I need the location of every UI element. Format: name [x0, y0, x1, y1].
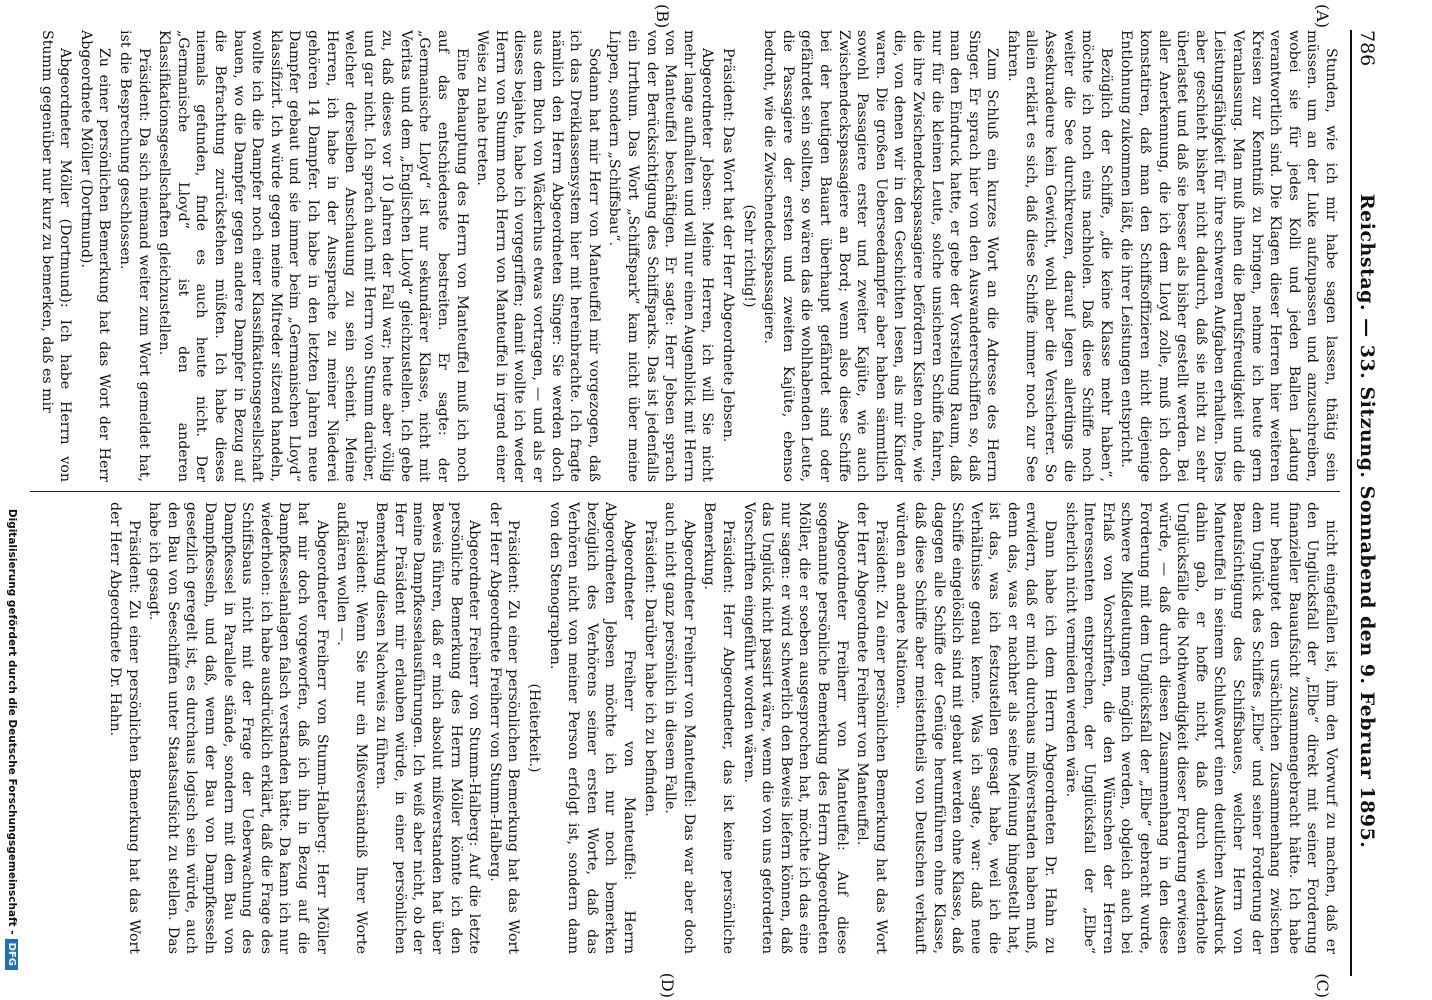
paragraph: Abgeordneter Freiherr von Manteuffel: Das war aber doch auch nicht ganz persönlich in diesem Falle. [662, 502, 697, 954]
paragraph: Abgeordneter Freiherr von Manteuffel: Herrn Abgeordneten Jebsen möchte ich nur noch bemerken bezüglich des Verhörens seiner ersten Worte, daß das Verhören nicht von meiner Person erfolgt ist, sondern dann von den Stenographen. [546, 502, 638, 954]
left-column [30, 30, 1340, 482]
paragraph: Abgeordneter Möller (Dortmund): Ich habe Herrn von Stumm gegenüber nur kurz zu bemerken, daß es mir [38, 30, 74, 482]
margin-mark-c: (C) [1313, 973, 1332, 998]
paragraph: Abgeordneter Freiherr von Manteuffel: Auf diese sogenannte persönliche Bemerkung des Herrn Abgeordneten Möller, die er soeben ausgesprochen hat, möchte ich das eine nur sagen: er wird schwerlich den Beweis liefern können, daß das Unglück nicht passirt wäre, wenn die von uns geforderten Vorschriften eingeführt worden wären. [740, 502, 850, 954]
footer-text: Digitalisierung gefördert durch die Deutsche Forschungsgemeinschaft - [6, 508, 18, 935]
paragraph: Abgeordneter Jebsen: Meine Herren, ich will Sie nicht mehr lange aufhalten und will nur einen Augenblick mit Herrn von Manteuffel beschäftigen. Er sagte: Herr Jebsen sprach von der Berücksichtigung des Schiffsparks. Das ist jedenfalls ein Irrthum. Das Wort „Schiffspark“ kam nicht über meine Lippen, sondern „Schiffsbau“. [606, 30, 716, 482]
dfg-logo: DFG [6, 939, 19, 970]
page-header [1350, 30, 1394, 976]
column-divider [30, 491, 1340, 492]
paragraph: Dann habe ich dem Herrn Abgeordneten Dr. Hahn zu erwidern, daß er mich durchaus mißverstanden haben muß, denn das, was er nachher als seine Meinung hingestellt hat, ist das, was ich festzustellen gesagt habe, weil ich die Verhältnisse genau kenne. Was ich sagte, war: daß neue Schiffe eingelöslich sind mit gebaut werden ohne Klasse, daß dagegen alle Schiffe der Genüge herumführen ohne Klasse, daß diese Schiffe aber meistentheils von Deutschen verkauft würden an andere Nationen. [893, 502, 1059, 954]
paragraph: Präsident: Zu einer persönlichen Bemerkung hat das Wort der Herr Abgeordnete Freiherr von Manteuffel. [854, 502, 889, 954]
page-number: 786 [1356, 30, 1378, 67]
margin-mark-d: (D) [658, 972, 677, 998]
running-title: Reichstag. — 33. Sitzung. Sonnabend den 9. Februar 1895. [1356, 193, 1378, 849]
paragraph: Stunden, wie ich mir habe sagen lassen, thätig sein müssen. um an der Luke aufzupassen und anzuschreiben, wobei sie für jedes Kolli und jeden Ballen Ladung verantwortlich sind. Die Klagen dieser Herren hier weiteren Kreisen zur Kenntniß zu bringen, nehme ich heute gern Veranlassung. Man muß ihnen die Berufsfreudigkeit und die Leistungsfähigkeit für ihre schweren Aufgaben erhalten. Dies aber geschieht bisher nicht dadurch, daß sie nicht zu sehr überlastet und daß sie besser als bisher gestellt werden. Bei aller Anerkennung, die ich dem Lloyd zolle, muß ich doch konstatiren, daß man den Schiffsoffizieren nicht diejenige Entlohnung zukommen läßt, die ihrer Leistungen entspricht. [1118, 30, 1339, 482]
paragraph: Präsident: Da sich niemand weiter zum Wort gemeldet hat, ist die Besprechung geschlossen. [117, 30, 152, 482]
paragraph: Abgeordneter Freiherr von Stumm-Halberg: Auf die letzte persönliche Bemerkung des Herrn Möller könnte ich den Beweis führen, daß er mich absolut mißverstanden hat über meine Dampfkesselausführungen. Ich weiß aber nicht, ob der Herr Präsident mir erlauben würde, in einer persönlichen Bemerkung diesen Nachweis zu führen. [373, 502, 483, 954]
paragraph: Präsident: Zu einer persönlichen Bemerkung hat das Wort der Herr Abgeordnete Freiherr von Stumm-Halberg. [486, 502, 522, 954]
interjection: (Heiterkeit.) [526, 683, 543, 773]
margin-mark-b: (B) [653, 4, 672, 29]
paragraph: Abgeordneter Freiherr von Stumm-Halberg: Herr Möller hat mir doch vorgeworfen, daß ich ihn in Bezug auf die Dampfkesselanlagen falsch verstanden hätte. Da kann ich nur wiederholen: ich habe ausdrücklich erklärt, daß die Frage des Schiffsbaus nicht mit der Frage der Ueberwachung des Dampfkessel in Parallele stände, sondern mit dem Bau von Dampfkesseln, und daß, wenn der Bau von Dampfkesseln gesetzlich geregelt ist, es durchaus logisch sein würde, auch den Bau von Seeschiffen unter Staatsaufsicht zu stellen. Das habe ich gesagt. [146, 502, 330, 954]
paragraph: Präsident: Darüber habe ich zu befinden. [641, 520, 658, 817]
right-column [30, 502, 1340, 954]
paragraph: Präsident: Zu einer persönlichen Bemerkung hat das Wort der Herr Abgeordnete Dr. Hahn. [107, 502, 142, 954]
digitization-footer [0, 40, 24, 970]
paragraph: Zum Schluß ein kurzes Wort an die Adresse des Herrn Singer. Er sprach hier von den Auswandererschiffen so, daß man den Eindruck hatte, er gebe der Vorstellung Raum, daß nur für die kleinen Leute, solche unsicheren Schiffe fahren, die ihre Zwischendeckspassagiere befördern Kisten ohne, wie die, von denen wir in den Geschichten lesen, als mir Kinder waren. Die großen Ueberseedampfer aber haben sämmtlich sowohl Passagiere erster und zweiter Kajüte, wie auch Zwischendeckspassagiere an Bord; wenn also diese Schiffe bei der heutigen Bauart überhaupt gefährdet sind oder gefährdet sein sollten, so wären das die wohlhabenden Leute, die Passagiere der ersten und zweiten Kajüte, ebenso bedroht, wie die Zwischendeckspassagiere. [761, 30, 1001, 482]
paragraph: Präsident: Herr Abgeordneter, das ist keine persönliche Bemerkung. [701, 502, 736, 954]
margin-mark-a: (A) [1313, 4, 1332, 29]
paragraph: Präsident: Wenn Sie nur ein Mißverständniß Ihrer Worte aufklären wollen —. [334, 502, 369, 954]
paragraph: Zu einer persönlichen Bemerkung hat das Wort der Herr Abgeordnete Möller (Dortmund). [77, 30, 113, 482]
paragraph: Sodann hat mir Herr von Manteuffel mir vorgezogen, daß ich das Dreiklassensystem hier mit hereinbrachte. Ich fragte nämlich den Herrn Abgeordneten Singer: Sie werden doch aus dem Buch von Wäckerhus etwas vortragen, — und als er dieses bejahte, habe ich vorgegriffen; damit wollte ich weder Herrn von Stumm noch Herrn von Manteuffel in irgend einer Weise zu nahe treten. [474, 30, 602, 482]
paragraph: nicht eingefallen ist, ihm den Vorwurf zu machen, daß er den Unglücksfall der „Elbe“ direkt mit seiner Forderung finanzieller Bauaufsicht zusammengebracht hätte. Ich habe nur behauptet den ursächlichen Zusammenhang zwischen dem Unglück des Schiffes „Elbe“ und seiner Forderung der Beaufsichtigung des Schiffsbaues, welcher Herrn von Manteuffel in seinem Schlußwort einen deutlichen Ausdruck dahin gab, er hoffe nicht, daß durch wiederholte Unglücksfälle die Nothwendigkeit dieser Forderung erwiesen würde, — daß durch diesen Zusammenhang in den diese Forderung mit dem Unglücksfall der „Elbe“ gebracht wurde, schwere Mißdeutungen möglich werden, obgleich auch bei Erlaß von Vorschriften, die den Wünschen der Herren Interessenten entsprechen, der Unglücksfall der „Elbe“ sicherlich nicht vermieden werden wäre. [1062, 502, 1339, 954]
paragraph: Bezüglich der Schiffe, „die keine Klasse mehr haben“, möchte ich noch eins nachholen. Daß diese Schiffe noch weiter die See durchkreuzen, darauf legen allerdings die Assekuradeure kein Gewicht, wohl aber die Versicherer. So allein erklärt es sich, daß diese Schiffe immer noch zur See fahren. [1004, 30, 1114, 482]
paragraph: Präsident: Das Wort hat der Herr Abgeordnete Jebsen. [720, 48, 736, 443]
interjection: (Sehr richtig!) [740, 204, 757, 308]
paragraph: Eine Behauptung des Herrn von Manteuffel muß ich noch auf das entschiedenste bestreiten. Er sagte: der „Germanische Lloyd“ ist nur sekundärer Klasse, nicht mit Veritas und dem „Englischen Lloyd“ gleichzustellen. Ich gebe zu, daß dieses vor 10 Jahren der Fall war; heute aber völlig und gar nicht. Ich sprach auch mit Herrn von Stumm darüber, welcher derselben Anschauung zu sein scheint. Meine Herren, ich habe in der Aussprache zu meiner Niederei gehören 14 Dampfer. Ich habe in den letzten Jahren neue Dampfer gebaut und sie immer beim „Germanischen Lloyd“ klassifizirt. Ich würde gegen meine Mitreder sitzend handeln, wollte ich die Dampfer noch einer Klassifikationsgesellschaft bauen, wo die Dampfer gegen andere Dampfer in Bezug auf die Befrachtung zurückstehen müßten. Ich habe dieses niemals gefunden, finde es auch heute nicht. Der „Germanische Lloyd“ ist den anderen Klassifikationsgesellschaften gleichzustellen. [156, 30, 470, 482]
